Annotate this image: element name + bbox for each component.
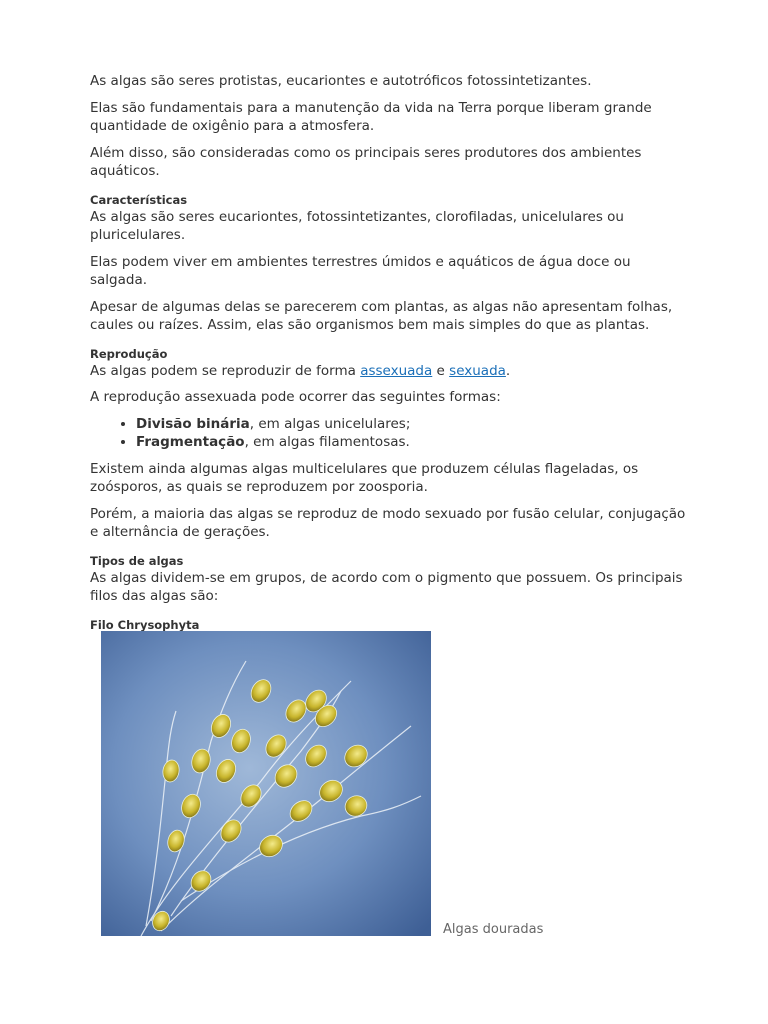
list-item-rest: , em algas filamentosas. <box>244 434 410 450</box>
assexuada-link[interactable]: assexuada <box>360 362 433 379</box>
caracteristicas-paragraph-3: Apesar de algumas delas se parecerem com plantas, as algas não apresentam folhas, caules ou raízes. Assim, elas são organismos bem mais simples do que as plantas. <box>90 298 673 333</box>
tipos-heading: Tipos de algas <box>90 553 184 568</box>
tipos-paragraph-1: As algas dividem-se em grupos, de acordo com o pigmento que possuem. Os principais filos das algas são: <box>90 569 683 604</box>
intro-paragraph-3: Além disso, são consideradas como os principais seres produtores dos ambientes aquáticos. <box>90 144 642 179</box>
sexuada-link[interactable]: sexuada <box>449 362 506 379</box>
reproducao-heading: Reprodução <box>90 346 168 361</box>
list-item-rest: , em algas unicelulares; <box>249 415 411 432</box>
list-item-bold: Divisão binária <box>136 415 250 432</box>
article-body <box>90 72 690 632</box>
filo-heading: Filo Chrysophyta <box>90 617 200 632</box>
caracteristicas-paragraph-2: Elas podem viver em ambientes terrestres úmidos e aquáticos de água doce ou salgada. <box>90 253 631 288</box>
intro-paragraph-2: Elas são fundamentais para a manutenção da vida na Terra porque liberam grande quantidade de oxigênio para a atmosfera. <box>90 99 652 134</box>
list-item-bold: Fragmentação <box>136 434 245 450</box>
reproducao-list <box>90 415 690 452</box>
image-caption: Algas douradas <box>443 922 544 937</box>
intro-paragraph-1: As algas são seres protistas, eucariontes e autotróficos fotossintetizantes. <box>90 73 592 89</box>
algae-microscope-image <box>101 631 431 936</box>
list-item <box>136 433 690 452</box>
reproducao-paragraph-2: A reprodução assexuada pode ocorrer das seguintes formas: <box>90 389 501 405</box>
reproducao-text-after: . <box>505 362 511 379</box>
reproducao-text-middle: e <box>432 362 450 379</box>
reproducao-paragraph-1 <box>90 362 690 381</box>
caracteristicas-heading: Características <box>90 192 188 207</box>
reproducao-paragraph-3: Existem ainda algumas algas multicelulares que produzem células flageladas, os zoósporos, as quais se reproduzem por zoosporia. <box>90 460 639 495</box>
reproducao-text-before: As algas podem se reproduzir de forma <box>90 362 361 379</box>
caracteristicas-paragraph-1: As algas são seres eucariontes, fotossintetizantes, clorofiladas, unicelulares ou pluricelulares. <box>90 208 624 243</box>
reproducao-paragraph-4: Porém, a maioria das algas se reproduz de modo sexuado por fusão celular, conjugação e alternância de gerações. <box>90 505 686 540</box>
list-item <box>136 415 690 434</box>
